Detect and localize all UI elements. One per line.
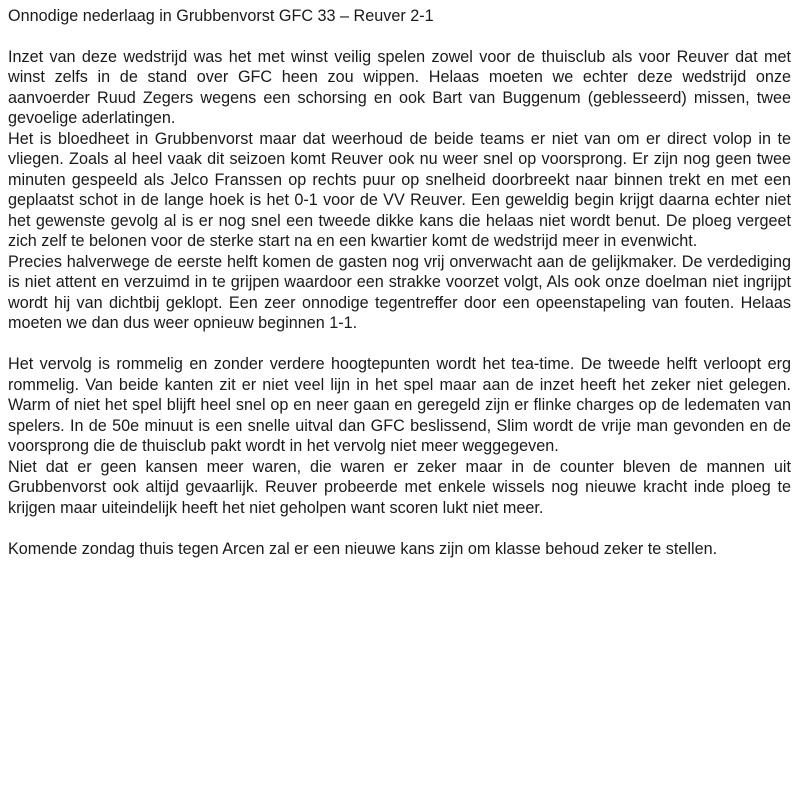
paragraph-spacer — [8, 334, 791, 355]
paragraph-counter: Niet dat er geen kansen meer waren, die waren er zeker maar in de counter bleven de mannen uit Grubbenvorst ook altijd gevaarlijk. Reuver probeerde met enkele wissels nog nieuwe kracht inde ploeg te krijgen maar uiteindelijk heeft het niet geholpen want scoren lukt niet meer. — [8, 457, 791, 517]
paragraph-first-half-start: Het is bloedheet in Grubbenvorst maar dat weerhoud de beide teams er niet van om er direct volop in te vliegen. Zoals al heel vaak dit seizoen komt Reuver ook nu weer snel op voorsprong. Er zijn nog geen twee minuten gespeeld als Jelco Franssen op rechts puur op snelheid doorbreekt naar binnen trekt en met een geplaatst schot in de lange hoek is het 0-1 voor de VV Reuver. Een geweldig begin krijgt daarna echter niet het gewenste gevolg al is er nog snel een tweede dikke kans die helaas niet wordt benut. De ploeg vergeet zich zelf te belonen voor de sterke start na en een kwartier komt de wedstrijd meer in evenwicht. — [8, 129, 791, 250]
paragraph-equalizer: Precies halverwege de eerste helft komen de gasten nog vrij onverwacht aan de gelijkmaker. De verdediging is niet attent en verzuimd in te grijpen waardoor een strakke voorzet volgt, Als ook onze doelman niet ingrijpt wordt hij van dichtbij geklopt. Een zeer onnodige tegentreffer door een opeenstapeling van fouten. Helaas moeten we dan dus weer opnieuw beginnen 1-1. — [8, 252, 791, 332]
paragraph-second-half: Het vervolg is rommelig en zonder verdere hoogtepunten wordt het tea-time. De tweede helft verloopt erg rommelig. Van beide kanten zit er niet veel lijn in het spel maar aan de inzet heeft het zeker niet gelegen. Warm of niet het spel blijft heel snel op en neer gaan en geregeld zijn er flinke charges op de ledematen van spelers. In de 50e minuut is een snelle uitval dan GFC beslissend, Slim wordt de vrije man gevonden en de voorsprong die de thuisclub pakt wordt in het vervolg niet meer weggegeven. — [8, 355, 791, 455]
paragraph-next-match: Komende zondag thuis tegen Arcen zal er een nieuwe kans zijn om klasse behoud zeker te stellen. — [8, 539, 718, 558]
article-title: Onnodige nederlaag in Grubbenvorst GFC 33 – Reuver 2-1 — [8, 7, 434, 25]
paragraph-intro: Inzet van deze wedstrijd was het met winst veilig spelen zowel voor de thuisclub als voor Reuver dat met winst zelfs in de stand over GFC heen zou wippen. Helaas moeten we echter deze wedstrijd onze aanvoerder Ruud Zegers wegens een schorsing en ook Bart van Buggenum (geblesseerd) missen, twee gevoelige aderlatingen. — [8, 47, 791, 127]
paragraph-spacer — [8, 518, 791, 539]
